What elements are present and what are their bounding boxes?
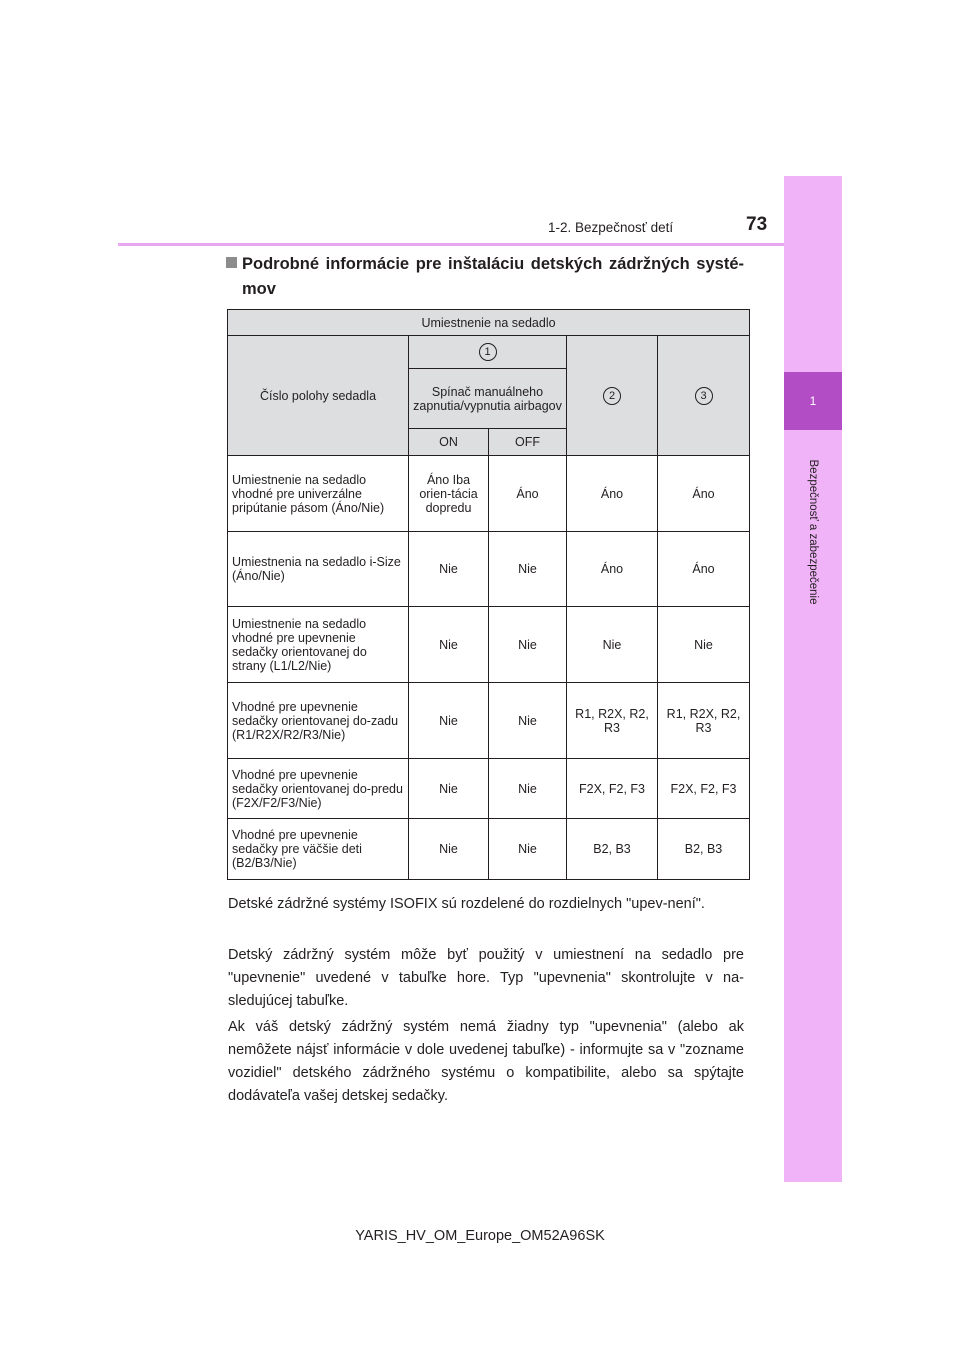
body-paragraph: Ak váš detský zádržný systém nemá žiadny typ "upevnenia" (alebo ak nemôžete nájsť informácie v dole uvedenej tabuľke) - informujte sa v "zozname vozidiel" detského zádržného systému o kompatibilite, alebo sa spýtajte dodávateľa vašej detskej sedačky. [228,1019,744,1104]
table-cell: Nie [409,683,489,759]
seat-position-table [227,309,750,880]
row-label: Umiestnenie na sedadlo vhodné pre upevnenie sedačky orientovanej do strany (L1/L2/Nie) [228,607,409,683]
table-cell: Nie [409,819,489,880]
table-cell: Nie [409,532,489,607]
seat-position-label: Číslo polohy sedadla [228,336,409,456]
chapter-title: Bezpečnosť a zabezpečenie [807,459,819,605]
table-cell: Áno [658,456,750,532]
seat-number-1-circle: 1 [479,343,497,361]
table-row [228,683,750,759]
table-row [228,456,750,532]
table-row [228,819,750,880]
table-cell: Nie [489,759,567,819]
table-cell: Áno [658,532,750,607]
table-cell: Áno [567,532,658,607]
body-paragraph: Detské zádržné systémy ISOFIX sú rozdelené do rozdielnych "upev-není". [228,896,705,912]
row-label: Vhodné pre upevnenie sedačky pre väčšie deti (B2/B3/Nie) [228,819,409,880]
switch-on-label: ON [409,429,489,456]
table-cell: Áno [567,456,658,532]
airbag-switch-label: Spínač manuálneho zapnutia/vypnutia airbagov [409,369,567,429]
document-code-footer: YARIS_HV_OM_Europe_OM52A96SK [355,1228,605,1244]
table-cell: Nie [489,819,567,880]
row-label: Vhodné pre upevnenie sedačky orientovanej do-zadu (R1/R2X/R2/R3/Nie) [228,683,409,759]
table-row [228,607,750,683]
row-label: Vhodné pre upevnenie sedačky orientovanej do-predu (F2X/F2/F3/Nie) [228,759,409,819]
chapter-side-tab [784,176,842,1182]
running-header-section: 1-2. Bezpečnosť detí [548,220,674,235]
section-title: Podrobné informácie pre inštaláciu detských zádržných systé-mov [242,255,744,298]
table-cell: F2X, F2, F3 [658,759,750,819]
seat-number-3-circle: 3 [695,387,713,405]
table-cell: Nie [489,607,567,683]
table-cell: Nie [489,532,567,607]
switch-off-label: OFF [489,429,567,456]
table-cell: B2, B3 [567,819,658,880]
table-caption: Umiestnenie na sedadlo [228,310,750,336]
chapter-number: 1 [809,394,817,408]
chapter-number-badge [784,372,842,430]
seat-number-2-circle: 2 [603,387,621,405]
table-cell: Nie [409,759,489,819]
table-cell: F2X, F2, F3 [567,759,658,819]
table-cell: Áno Iba orien-tácia dopredu [409,456,489,532]
seat-number-2-cell [567,336,658,456]
table-cell: R1, R2X, R2, R3 [567,683,658,759]
table-row [228,759,750,819]
page-number: 73 [746,214,768,235]
table-cell: Nie [567,607,658,683]
table-cell: Áno [489,456,567,532]
table-cell: Nie [658,607,750,683]
row-label: Umiestnenia na sedadlo i-Size (Áno/Nie) [228,532,409,607]
table-cell: Nie [409,607,489,683]
table-cell: R1, R2X, R2, R3 [658,683,750,759]
row-label: Umiestnenie na sedadlo vhodné pre univerzálne pripútanie pásom (Áno/Nie) [228,456,409,532]
seat-number-1-cell [409,336,567,369]
table-cell: Nie [489,683,567,759]
table-row [228,532,750,607]
header-rule [118,243,842,246]
table-cell: B2, B3 [658,819,750,880]
seat-number-3-cell [658,336,750,456]
body-paragraph: Detský zádržný systém môže byť použitý v umiestnení na sedadlo pre "upevnenie" uvedené v tabuľke hore. Typ "upevnenia" skontrolujte v na-sledujúcej tabuľke. [228,947,744,1009]
section-square-bullet-icon [226,257,237,268]
